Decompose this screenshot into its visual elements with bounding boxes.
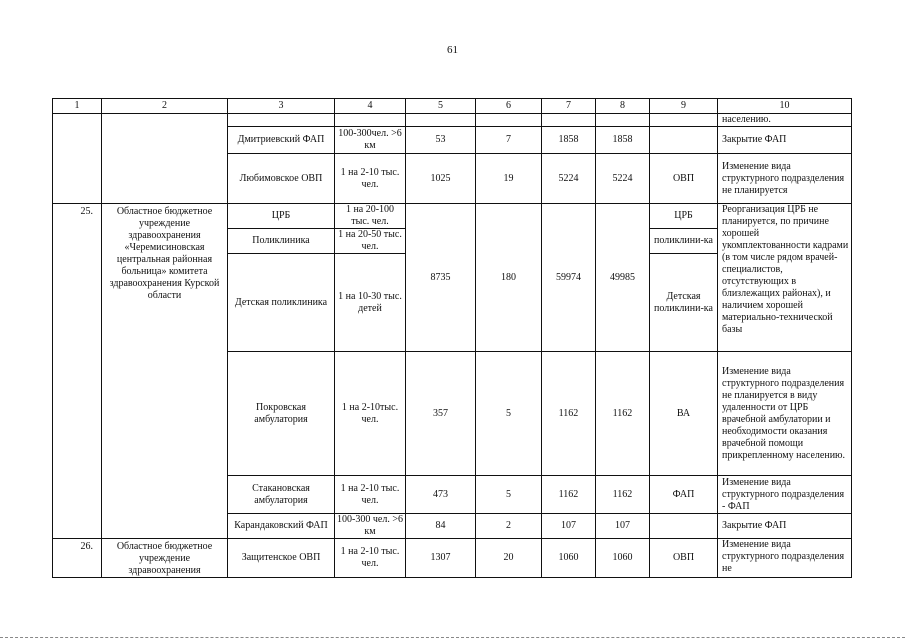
cell-value: 8735 [406,204,476,352]
cell-org: Областное бюджетное учреждение здравоохранения «Черемисиновская центральная районная больница» комитета здравоохранения Курской области [102,204,228,539]
cell-type: Детская поликлини-ка [650,254,718,352]
page-number: 61 [447,44,458,56]
cell-note: Изменение вида структурного подразделения - ФАП [718,476,852,514]
cell-org [102,114,228,204]
cell-num: 26. [53,539,102,578]
header-cell: 1 [53,99,102,114]
cell-norm: 1 на 2-10 тыс. чел. [335,154,406,204]
cell-value: 2 [476,514,542,539]
cell-note: Изменение вида структурного подразделения не [718,539,852,578]
cell-note: населению. [718,114,852,127]
cell-value: 357 [406,352,476,476]
cell-value: 1162 [596,352,650,476]
cell-value: 5224 [542,154,596,204]
cell-type: ВА [650,352,718,476]
cell-norm: 1 на 10-30 тыс. детей [335,254,406,352]
cell-org: Областное бюджетное учреждение здравоохранения [102,539,228,578]
cell-facility: Любимовское ОВП [228,154,335,204]
cell-value: 1307 [406,539,476,578]
facilities-table [52,98,852,578]
cell-value: 7 [476,127,542,154]
cell-type: поликлини-ка [650,229,718,254]
header-cell: 6 [476,99,542,114]
cell-facility: Защитенское ОВП [228,539,335,578]
cell-note: Изменение вида структурного подразделения не планируется в виду удаленности от ЦРБ врачебной амбулатории и необходимости оказания врачебной помощи прикрепленному населению. [718,352,852,476]
cell-value: 1025 [406,154,476,204]
cell-norm: 100-300чел. >6 км [335,127,406,154]
cell-value: 19 [476,154,542,204]
header-row [53,99,852,114]
cell-note: Реорганизация ЦРБ не планируется, по причине хорошей укомплектованности кадрами (в том числе рядом врачей-специалистов, отсутствующих в близлежащих районах), и наличием хорошей материально-технической базы [718,204,852,352]
cell-value: 180 [476,204,542,352]
header-cell: 4 [335,99,406,114]
cell-value: 53 [406,127,476,154]
cell-facility: Стакановская амбулатория [228,476,335,514]
cell-type: ОВП [650,539,718,578]
cell-norm: 1 на 2-10тыс. чел. [335,352,406,476]
cell-norm: 1 на 20-100 тыс. чел. [335,204,406,229]
cell-facility: Детская поликлиника [228,254,335,352]
table-row [53,204,852,229]
header-cell: 9 [650,99,718,114]
header-cell: 10 [718,99,852,114]
cell-value: 1162 [542,352,596,476]
cell-note: Изменение вида структурного подразделения не планируется [718,154,852,204]
cell-value: 1858 [542,127,596,154]
cell-value: 107 [542,514,596,539]
cell-value: 1060 [542,539,596,578]
header-cell: 7 [542,99,596,114]
table-row [53,114,852,127]
cell-facility: Дмитриевский ФАП [228,127,335,154]
cell-value: 20 [476,539,542,578]
cell-note: Закрытие ФАП [718,127,852,154]
cell-value: 49985 [596,204,650,352]
cell-facility: Поликлиника [228,229,335,254]
cell-value: 1162 [542,476,596,514]
cell-facility: Карандаковский ФАП [228,514,335,539]
table-row [53,539,852,578]
cell-value: 84 [406,514,476,539]
cell-value: 5224 [596,154,650,204]
cell-num: 25. [53,204,102,539]
cell-facility: Покровская амбулатория [228,352,335,476]
cell-value: 1162 [596,476,650,514]
cell-value: 5 [476,352,542,476]
cell-type: ОВП [650,154,718,204]
header-cell: 8 [596,99,650,114]
cell-type: ФАП [650,476,718,514]
cell-value: 1858 [596,127,650,154]
cell-norm: 1 на 2-10 тыс. чел. [335,476,406,514]
cell-facility: ЦРБ [228,204,335,229]
page-edge-line [0,637,905,638]
header-cell: 5 [406,99,476,114]
cell-value: 59974 [542,204,596,352]
cell-num [53,114,102,204]
cell-norm: 100-300 чел. >6 км [335,514,406,539]
cell-value: 473 [406,476,476,514]
cell-note: Закрытие ФАП [718,514,852,539]
cell-norm: 1 на 20-50 тыс. чел. [335,229,406,254]
header-cell: 2 [102,99,228,114]
cell-value: 5 [476,476,542,514]
cell-type [650,127,718,154]
cell-norm: 1 на 2-10 тыс. чел. [335,539,406,578]
header-cell: 3 [228,99,335,114]
cell-type [650,514,718,539]
cell-value: 1060 [596,539,650,578]
cell-value: 107 [596,514,650,539]
cell-type: ЦРБ [650,204,718,229]
